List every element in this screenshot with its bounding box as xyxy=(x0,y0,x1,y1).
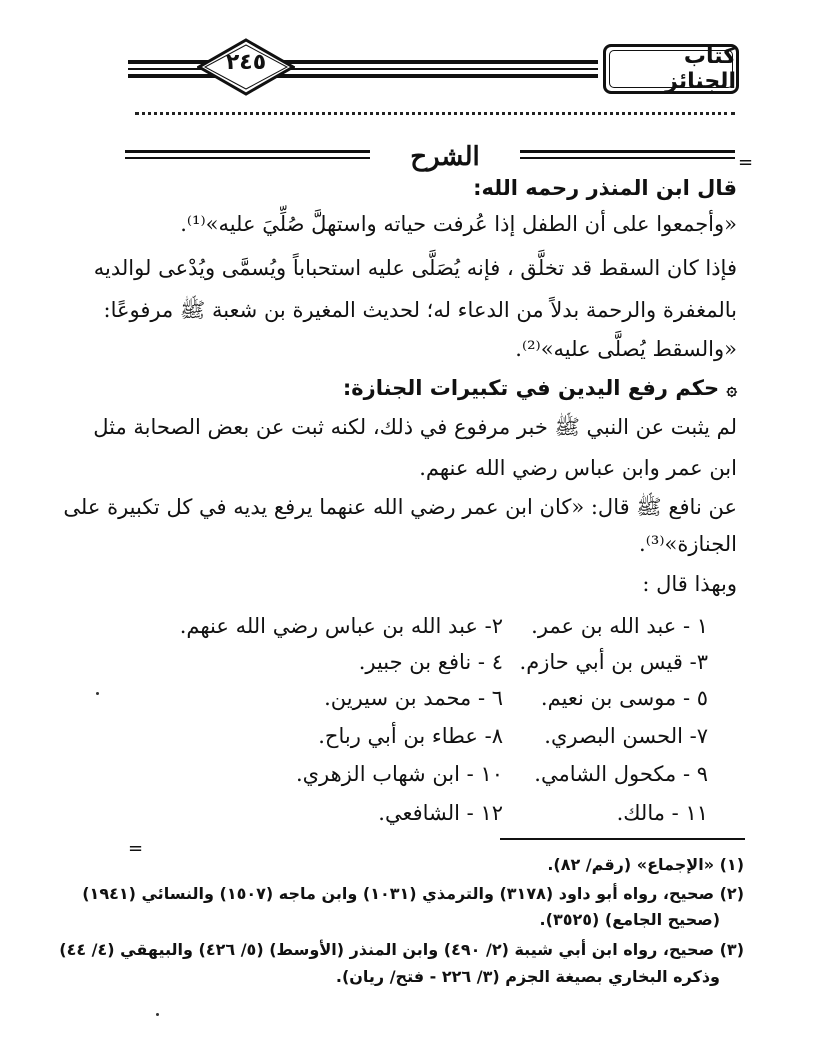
list-item: ٥ - موسى بن نعيم. xyxy=(540,686,708,710)
book-title-box xyxy=(603,44,739,94)
print-speck xyxy=(156,1013,159,1016)
list-item: ١١ - مالك. xyxy=(616,801,708,825)
footnote: (٢) صحيح، رواه أبو داود (٣١٧٨) والترمذي (١٠٣١) وابن ماجه (١٥٠٧) والنسائي (١٩٤١) xyxy=(82,884,744,903)
quote-text: «وأجمعوا على أن الطفل إذا عُرفت حياته واستهلَّ صُلِّيَ عليه»⁽¹⁾. xyxy=(180,212,737,236)
flower-ornament-icon: ۞ xyxy=(726,379,737,400)
footnote-margin-mark: = xyxy=(128,838,144,859)
list-item: ٨- عطاء بن أبي رباح. xyxy=(318,724,503,748)
subheading-text: حكم رفع اليدين في تكبيرات الجنازة: xyxy=(342,376,720,400)
book-title: كتاب الجنائز xyxy=(665,44,736,94)
list-item: ٣- قيس بن أبي حازم. xyxy=(519,650,708,674)
page-number: ٢٤٥ xyxy=(225,50,267,75)
print-speck xyxy=(96,692,99,695)
list-item: ٩ - مكحول الشامي. xyxy=(534,762,708,786)
list-item: ٢- عبد الله بن عباس رضي الله عنهم. xyxy=(179,614,503,638)
list-item: ٤ - نافع بن جبير. xyxy=(358,650,503,674)
book-title-inner-frame xyxy=(609,50,733,88)
paragraph-line: بالمغفرة والرحمة بدلاً من الدعاء له؛ لحديث المغيرة بن شعبة ﷺ مرفوعًا: xyxy=(103,298,737,322)
paragraph-line: ابن عمر وابن عباس رضي الله عنهم. xyxy=(419,456,737,480)
list-item: ٧- الحسن البصري. xyxy=(544,724,708,748)
list-item: ١٠ - ابن شهاب الزهري. xyxy=(295,762,503,786)
section-rule-left-top xyxy=(125,150,370,153)
footnote: (١) «الإجماع» (رقم/ ٨٢). xyxy=(547,855,744,874)
paragraph-line: عن نافع ﷺ قال: «كان ابن عمر رضي الله عنهما يرفع يديه في كل تكبيرة على xyxy=(63,495,737,519)
margin-mark: = xyxy=(738,152,754,173)
paragraph-line: فإذا كان السقط قد تخلَّق ، فإنه يُصَلَّى عليه استحباباً ويُسمَّى ويُدْعى لوالديه xyxy=(93,256,737,280)
footnote: وذكره البخاري بصيغة الجزم (٣/ ٢٢٦ - فتح/ ريان). xyxy=(335,967,720,986)
paragraph-line: الجنازة»⁽³⁾. xyxy=(639,532,737,556)
section-rule-right-top xyxy=(520,150,735,153)
section-title: الشرح xyxy=(410,142,480,172)
footnote: (صحيح الجامع) (٣٥٢٥). xyxy=(539,910,720,929)
subheading xyxy=(125,376,737,400)
list-intro: وبهذا قال : xyxy=(642,572,737,596)
section-rule-right-bottom xyxy=(520,157,735,159)
paragraph-line: لم يثبت عن النبي ﷺ خبر مرفوع في ذلك، لكنه ثبت عن بعض الصحابة مثل xyxy=(93,415,737,439)
section-rule-left-bottom xyxy=(125,157,370,159)
paragraph-line: «والسقط يُصلَّى عليه»⁽²⁾. xyxy=(515,337,737,361)
footnote-rule xyxy=(500,838,745,840)
list-item: ١ - عبد الله بن عمر. xyxy=(531,614,708,638)
dotted-separator xyxy=(135,112,735,121)
footnote: (٣) صحيح، رواه ابن أبي شيبة (٢/ ٤٩٠) وابن المنذر (الأوسط) (٥/ ٤٢٦) والبيهقي (٤/ ٤٤) xyxy=(59,940,744,959)
list-item: ١٢ - الشافعي. xyxy=(378,801,503,825)
quote-intro: قال ابن المنذر رحمه الله: xyxy=(473,176,737,200)
list-item: ٦ - محمد بن سيرين. xyxy=(324,686,503,710)
